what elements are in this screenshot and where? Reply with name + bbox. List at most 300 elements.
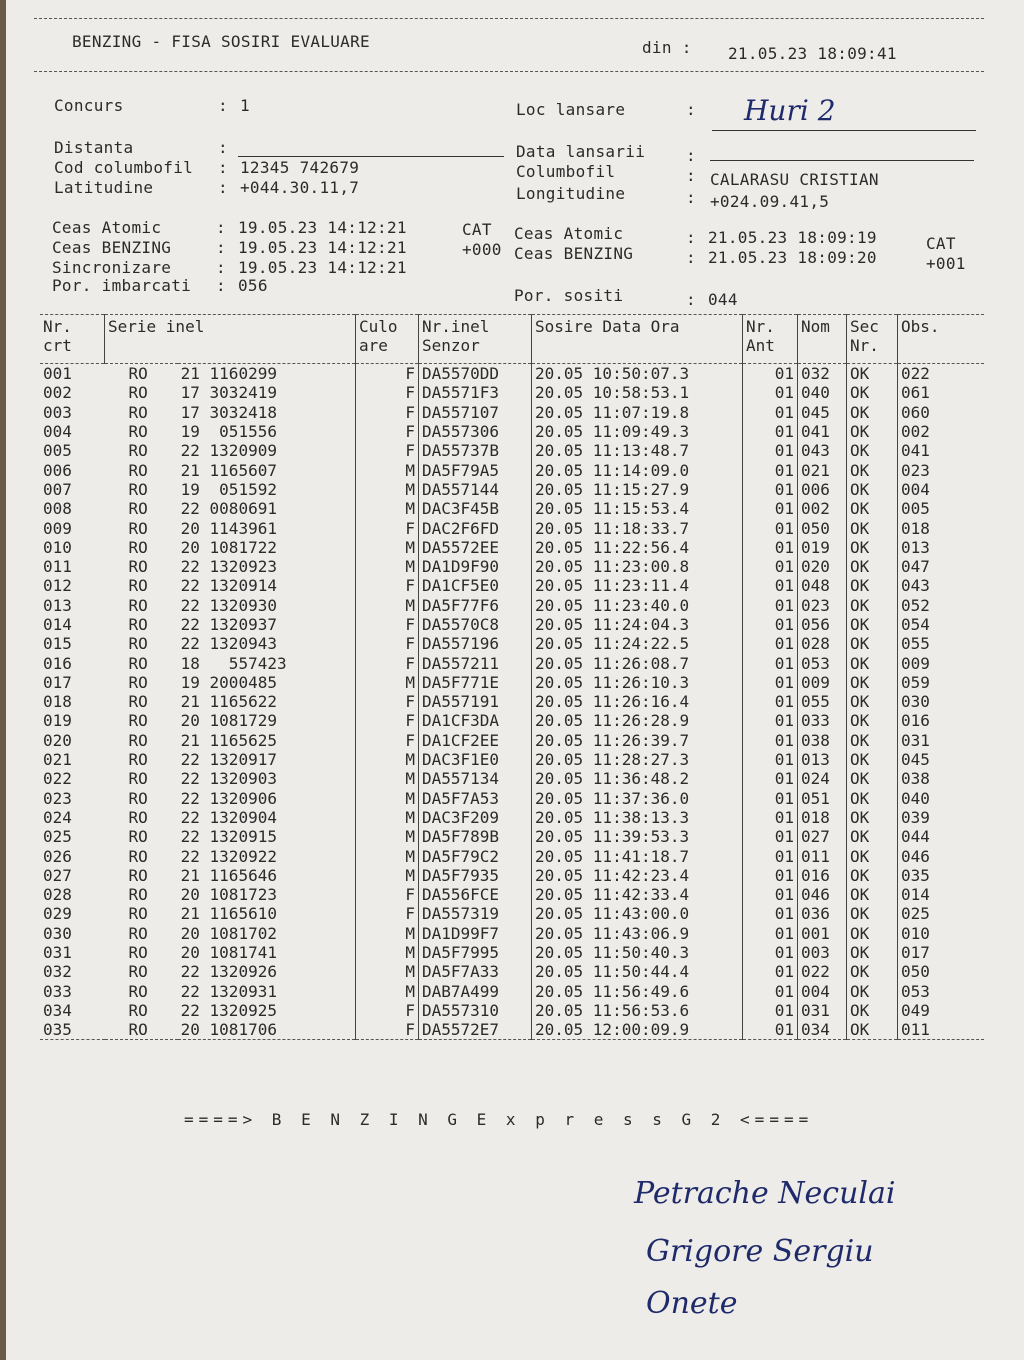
table-cell: 053 xyxy=(898,982,985,1001)
table-row xyxy=(40,943,984,962)
table-cell: DA5F79C2 xyxy=(419,846,532,865)
table-cell: DA5571F3 xyxy=(419,383,532,402)
table-cell: 22 1320931 xyxy=(180,981,277,1001)
table-cell: 20.05 11:23:40.0 xyxy=(532,596,743,615)
table-cell: 20 1081729 xyxy=(180,711,277,731)
table-cell: RO xyxy=(128,402,148,422)
clock-extra: CAT xyxy=(926,234,956,253)
table-cell: F xyxy=(356,518,419,537)
table-cell: 050 xyxy=(798,518,847,537)
table-cell: M xyxy=(356,982,419,1001)
clock-label: Ceas Atomic xyxy=(514,224,624,243)
table-cell: RO xyxy=(128,865,148,885)
table-cell: RO xyxy=(128,634,148,654)
info-value: CALARASU CRISTIAN xyxy=(710,170,879,189)
column-header: Sec Nr. xyxy=(847,315,898,364)
table-cell: DAC3F209 xyxy=(419,808,532,827)
table-cell: RO xyxy=(128,441,148,461)
table-cell: DAC2F6FD xyxy=(419,518,532,537)
table-cell: 032 xyxy=(798,364,847,384)
table-cell: 023 xyxy=(898,460,985,479)
table-cell: RO xyxy=(128,479,148,499)
table-cell: 029 xyxy=(43,904,72,924)
table-cell: 21 1165607 xyxy=(180,460,277,480)
table-cell: 01 xyxy=(743,480,798,499)
table-body xyxy=(40,364,984,1040)
table-cell: 025 xyxy=(898,904,985,923)
table-cell: F xyxy=(356,885,419,904)
column-header: Nom xyxy=(798,315,847,364)
table-cell: RO xyxy=(128,653,148,673)
table-cell: 038 xyxy=(798,731,847,750)
table-cell: 031 xyxy=(43,943,72,963)
info-label: Loc lansare xyxy=(516,100,626,119)
table-cell: 013 xyxy=(798,750,847,769)
table-cell: RO xyxy=(128,711,148,731)
table-cell: 19 051592 xyxy=(180,479,277,499)
table-cell: OK xyxy=(847,846,898,865)
table-cell: 033 xyxy=(798,711,847,730)
table-cell: 049 xyxy=(898,1001,985,1020)
info-label: Distanta xyxy=(54,138,134,157)
table-cell: DA5570C8 xyxy=(419,615,532,634)
table-cell: 19 051556 xyxy=(180,422,277,442)
table-cell: F xyxy=(356,1020,419,1040)
info-value: +044.30.11,7 xyxy=(240,178,360,197)
table-cell: 22 1320917 xyxy=(180,750,277,770)
table-cell: RO xyxy=(128,595,148,615)
table-cell: 031 xyxy=(798,1001,847,1020)
table-cell: 20.05 11:26:28.9 xyxy=(532,711,743,730)
table-cell: 038 xyxy=(898,769,985,788)
table-cell: DA557319 xyxy=(419,904,532,923)
table-cell: 004 xyxy=(43,422,72,442)
table-cell: 20.05 11:50:40.3 xyxy=(532,943,743,962)
clock-label: Por. imbarcati xyxy=(52,276,192,295)
table-cell: DAC3F45B xyxy=(419,499,532,518)
table-cell: M xyxy=(356,750,419,769)
table-cell: DAB7A499 xyxy=(419,982,532,1001)
clock-value: 044 xyxy=(708,290,738,309)
table-row xyxy=(40,557,984,576)
table-row xyxy=(40,692,984,711)
table-cell: OK xyxy=(847,711,898,730)
table-row xyxy=(40,634,984,653)
column-header: Culo are xyxy=(356,315,419,364)
table-cell: 20.05 11:39:53.3 xyxy=(532,827,743,846)
table-cell: M xyxy=(356,673,419,692)
table-cell: 20 1081741 xyxy=(180,943,277,963)
table-cell: 22 1320930 xyxy=(180,595,277,615)
table-cell: DA557134 xyxy=(419,769,532,788)
handwritten-signature: Grigore Sergiu xyxy=(646,1234,874,1269)
clock-extra: +001 xyxy=(926,254,966,273)
table-cell: 22 1320943 xyxy=(180,634,277,654)
table-cell: 22 1320906 xyxy=(180,788,277,808)
table-cell: 01 xyxy=(743,769,798,788)
column-header: Serie inel xyxy=(105,315,356,364)
table-cell: DA1CF2EE xyxy=(419,731,532,750)
table-row xyxy=(40,808,984,827)
table-cell: 20.05 11:07:19.8 xyxy=(532,403,743,422)
table-cell: 005 xyxy=(43,441,72,461)
table-cell: 047 xyxy=(898,557,985,576)
table-row xyxy=(40,846,984,865)
table-cell: 20.05 11:50:44.4 xyxy=(532,962,743,981)
table-cell: OK xyxy=(847,1001,898,1020)
table-cell: 046 xyxy=(798,885,847,904)
table-row xyxy=(40,460,984,479)
table-cell: F xyxy=(356,403,419,422)
table-cell: OK xyxy=(847,789,898,808)
table-cell: 22 1320915 xyxy=(180,827,277,847)
table-cell: 016 xyxy=(43,653,72,673)
table-cell: 19 2000485 xyxy=(180,672,277,692)
clock-colon: : xyxy=(216,218,226,237)
table-cell: F xyxy=(356,692,419,711)
table-cell: F xyxy=(356,904,419,923)
table-cell: 046 xyxy=(898,846,985,865)
table-cell: 022 xyxy=(798,962,847,981)
table-cell: DA1D9F90 xyxy=(419,557,532,576)
table-cell: 01 xyxy=(743,924,798,943)
table-cell: F xyxy=(356,383,419,402)
table-cell: 016 xyxy=(898,711,985,730)
table-cell: RO xyxy=(128,537,148,557)
table-cell: RO xyxy=(128,518,148,538)
table-cell: 002 xyxy=(798,499,847,518)
table-cell: DA557196 xyxy=(419,634,532,653)
table-cell: 019 xyxy=(43,711,72,731)
table-cell: 22 1320922 xyxy=(180,846,277,866)
table-cell: DA557211 xyxy=(419,653,532,672)
table-cell: 01 xyxy=(743,1020,798,1040)
distance-line xyxy=(238,156,504,157)
table-cell: 005 xyxy=(898,499,985,518)
table-cell: 024 xyxy=(43,807,72,827)
table-cell: 20.05 11:42:33.4 xyxy=(532,885,743,904)
table-cell: RO xyxy=(128,557,148,577)
table-cell: 01 xyxy=(743,518,798,537)
table-cell: 036 xyxy=(798,904,847,923)
table-cell: 01 xyxy=(743,422,798,441)
table-cell: F xyxy=(356,441,419,460)
table-cell: 007 xyxy=(43,479,72,499)
table-cell: 011 xyxy=(43,557,72,577)
table-cell: 20.05 11:37:36.0 xyxy=(532,789,743,808)
table-cell: 035 xyxy=(40,1020,105,1040)
table-cell: 20 1081723 xyxy=(180,885,277,905)
table-row xyxy=(40,789,984,808)
table-cell: 009 xyxy=(798,673,847,692)
table-cell: 20.05 11:43:06.9 xyxy=(532,924,743,943)
table-cell: OK xyxy=(847,943,898,962)
table-row xyxy=(40,885,984,904)
table-cell: 20.05 11:26:10.3 xyxy=(532,673,743,692)
table-cell: OK xyxy=(847,441,898,460)
clock-colon: : xyxy=(216,258,226,277)
table-row xyxy=(40,904,984,923)
table-cell: OK xyxy=(847,460,898,479)
table-cell: 021 xyxy=(798,460,847,479)
clock-label: Ceas BENZING xyxy=(52,238,172,257)
table-cell: 01 xyxy=(743,692,798,711)
table-cell: 026 xyxy=(43,846,72,866)
table-cell: 01 xyxy=(743,731,798,750)
table-cell: M xyxy=(356,499,419,518)
table-cell: 034 xyxy=(798,1020,847,1040)
table-cell: 024 xyxy=(798,769,847,788)
table-cell: 030 xyxy=(43,923,72,943)
table-cell: 20.05 11:15:27.9 xyxy=(532,480,743,499)
table-cell: 061 xyxy=(898,383,985,402)
table-cell: DA5572E7 xyxy=(419,1020,532,1040)
table-cell: DA5F7995 xyxy=(419,943,532,962)
info-colon: : xyxy=(218,158,228,177)
table-row xyxy=(40,1020,984,1040)
column-header: Obs. xyxy=(898,315,985,364)
table-cell: 20.05 11:36:48.2 xyxy=(532,769,743,788)
table-cell: RO xyxy=(128,923,148,943)
table-cell: 053 xyxy=(798,653,847,672)
table-cell: 01 xyxy=(743,557,798,576)
table-cell: 041 xyxy=(798,422,847,441)
table-cell: 004 xyxy=(798,982,847,1001)
launch-date-line xyxy=(710,160,974,161)
table-cell: OK xyxy=(847,538,898,557)
table-cell: DA5572EE xyxy=(419,538,532,557)
table-row xyxy=(40,518,984,537)
table-cell: 017 xyxy=(43,672,72,692)
table-cell: 20.05 11:24:22.5 xyxy=(532,634,743,653)
table-cell: 034 xyxy=(43,1000,72,1020)
table-row xyxy=(40,711,984,730)
table-cell: DA556FCE xyxy=(419,885,532,904)
table-cell: OK xyxy=(847,924,898,943)
table-cell: 20.05 11:26:16.4 xyxy=(532,692,743,711)
info-colon: : xyxy=(218,96,228,115)
table-cell: 055 xyxy=(898,634,985,653)
table-row xyxy=(40,615,984,634)
table-cell: 01 xyxy=(743,943,798,962)
table-cell: 01 xyxy=(743,962,798,981)
table-cell: 22 1320914 xyxy=(180,576,277,596)
clock-colon: : xyxy=(686,290,696,309)
clock-colon: : xyxy=(686,248,696,267)
table-cell: 001 xyxy=(43,364,72,384)
info-label: Longitudine xyxy=(516,184,626,203)
table-cell: 002 xyxy=(898,422,985,441)
table-cell: RO xyxy=(128,769,148,789)
table-cell: 014 xyxy=(43,615,72,634)
table-cell: 20.05 11:42:23.4 xyxy=(532,866,743,885)
table-cell: 20 1081706 xyxy=(178,1020,356,1040)
table-cell: 01 xyxy=(743,576,798,595)
table-cell: RO xyxy=(128,807,148,827)
table-cell: RO xyxy=(128,460,148,480)
arrivals-table xyxy=(40,314,984,1040)
table-cell: 01 xyxy=(743,808,798,827)
table-cell: 043 xyxy=(798,441,847,460)
table-cell: 21 1165622 xyxy=(180,692,277,712)
table-cell: 040 xyxy=(898,789,985,808)
info-label: Latitudine xyxy=(54,178,154,197)
table-cell: OK xyxy=(847,692,898,711)
table-row xyxy=(40,383,984,402)
table-cell: 21 1160299 xyxy=(180,364,277,384)
date-label: din : xyxy=(642,38,692,57)
table-cell: 010 xyxy=(898,924,985,943)
clock-extra: +000 xyxy=(462,240,502,259)
table-cell: 20.05 12:00:09.9 xyxy=(532,1020,743,1040)
table-cell: RO xyxy=(128,788,148,808)
table-cell: 014 xyxy=(898,885,985,904)
table-cell: 20.05 11:24:04.3 xyxy=(532,615,743,634)
clock-value: 19.05.23 14:12:21 xyxy=(238,238,407,257)
table-cell: F xyxy=(356,653,419,672)
table-cell: M xyxy=(356,460,419,479)
table-cell: OK xyxy=(847,403,898,422)
table-cell: 054 xyxy=(898,615,985,634)
table-cell: 028 xyxy=(798,634,847,653)
table-cell: 22 1320923 xyxy=(180,557,277,577)
table-cell: 01 xyxy=(743,383,798,402)
launch-place-line xyxy=(712,130,976,131)
column-header: Nr.inel Senzor xyxy=(419,315,532,364)
table-cell: 006 xyxy=(798,480,847,499)
table-cell: DAC3F1E0 xyxy=(419,750,532,769)
table-cell: 01 xyxy=(743,827,798,846)
column-header: Sosire Data Ora xyxy=(532,315,743,364)
table-row xyxy=(40,441,984,460)
table-cell: OK xyxy=(847,731,898,750)
table-cell: DA557107 xyxy=(419,403,532,422)
clock-extra: CAT xyxy=(462,220,492,239)
table-cell: OK xyxy=(847,750,898,769)
table-cell: OK xyxy=(847,808,898,827)
table-cell: OK xyxy=(847,982,898,1001)
table-cell: 20.05 11:18:33.7 xyxy=(532,518,743,537)
info-label: Data lansarii xyxy=(516,142,646,161)
table-cell: DA5F771E xyxy=(419,673,532,692)
table-cell: M xyxy=(356,480,419,499)
table-cell: DA5F77F6 xyxy=(419,596,532,615)
table-cell: 013 xyxy=(898,538,985,557)
table-cell: RO xyxy=(128,750,148,770)
table-cell: OK xyxy=(847,422,898,441)
info-label: Cod columbofil xyxy=(54,158,194,177)
table-cell: OK xyxy=(847,962,898,981)
table-cell: RO xyxy=(128,692,148,712)
table-cell: 052 xyxy=(898,596,985,615)
table-cell: RO xyxy=(128,576,148,596)
table-cell: M xyxy=(356,924,419,943)
table-row xyxy=(40,364,984,384)
table-cell: DA1CF3DA xyxy=(419,711,532,730)
table-cell: 20.05 10:50:07.3 xyxy=(532,364,743,384)
table-cell: 01 xyxy=(743,885,798,904)
table-cell: 011 xyxy=(798,846,847,865)
table-cell: 20.05 11:26:08.7 xyxy=(532,653,743,672)
table-cell: RO xyxy=(128,499,148,519)
table-cell: OK xyxy=(847,769,898,788)
table-row xyxy=(40,982,984,1001)
table-cell: 01 xyxy=(743,441,798,460)
info-value-handwritten: Huri 2 xyxy=(744,94,836,127)
table-cell: 22 1320909 xyxy=(180,441,277,461)
table-cell: 21 1165625 xyxy=(180,730,277,750)
info-value: +024.09.41,5 xyxy=(710,192,830,211)
table-cell: 056 xyxy=(798,615,847,634)
table-cell: 20 1081722 xyxy=(180,537,277,557)
table-cell: OK xyxy=(847,673,898,692)
table-cell: OK xyxy=(847,885,898,904)
table-cell: 20.05 11:43:00.0 xyxy=(532,904,743,923)
table-cell: 003 xyxy=(43,402,72,422)
table-cell: 20.05 11:56:49.6 xyxy=(532,982,743,1001)
clock-colon: : xyxy=(686,228,696,247)
table-cell: M xyxy=(356,846,419,865)
table-cell: 045 xyxy=(798,403,847,422)
table-row xyxy=(40,499,984,518)
table-cell: 20.05 11:14:09.0 xyxy=(532,460,743,479)
table-cell: DA557144 xyxy=(419,480,532,499)
table-cell: M xyxy=(356,866,419,885)
table-cell: 043 xyxy=(898,576,985,595)
table-row xyxy=(40,653,984,672)
table-row xyxy=(40,866,984,885)
table-cell: 048 xyxy=(798,576,847,595)
table-cell: 01 xyxy=(743,538,798,557)
table-cell: 060 xyxy=(898,403,985,422)
table-cell: OK xyxy=(847,518,898,537)
handwritten-signature: Onete xyxy=(646,1286,738,1321)
table-cell: 01 xyxy=(743,866,798,885)
info-colon: : xyxy=(686,166,696,185)
table-cell: 21 1165610 xyxy=(180,904,277,924)
clock-value: 056 xyxy=(238,276,268,295)
table-cell: F xyxy=(356,615,419,634)
info-colon: : xyxy=(686,100,696,119)
table-cell: 22 1320903 xyxy=(180,769,277,789)
table-cell: OK xyxy=(847,1020,898,1040)
info-label: Concurs xyxy=(54,96,124,115)
table-row xyxy=(40,538,984,557)
table-cell: 01 xyxy=(743,1001,798,1020)
clock-label: Ceas BENZING xyxy=(514,244,634,263)
table-cell: 009 xyxy=(898,653,985,672)
table-cell: 20.05 11:56:53.6 xyxy=(532,1001,743,1020)
date-value: 21.05.23 18:09:41 xyxy=(728,44,897,63)
table-cell: M xyxy=(356,808,419,827)
table-cell: 20 1143961 xyxy=(180,518,277,538)
table-cell: 01 xyxy=(743,846,798,865)
table-cell: OK xyxy=(847,480,898,499)
table-cell: OK xyxy=(847,576,898,595)
table-cell: 040 xyxy=(798,383,847,402)
arrival-sheet xyxy=(6,0,1024,1360)
table-cell: 006 xyxy=(43,460,72,480)
table-cell: 027 xyxy=(43,865,72,885)
table-cell: 032 xyxy=(43,962,72,982)
table-cell: DA557191 xyxy=(419,692,532,711)
table-cell: 01 xyxy=(743,673,798,692)
table-cell: DA5F7A33 xyxy=(419,962,532,981)
column-header: Nr. Ant xyxy=(743,315,798,364)
table-cell: 01 xyxy=(743,364,798,384)
table-header-row xyxy=(40,315,984,364)
table-row xyxy=(40,769,984,788)
